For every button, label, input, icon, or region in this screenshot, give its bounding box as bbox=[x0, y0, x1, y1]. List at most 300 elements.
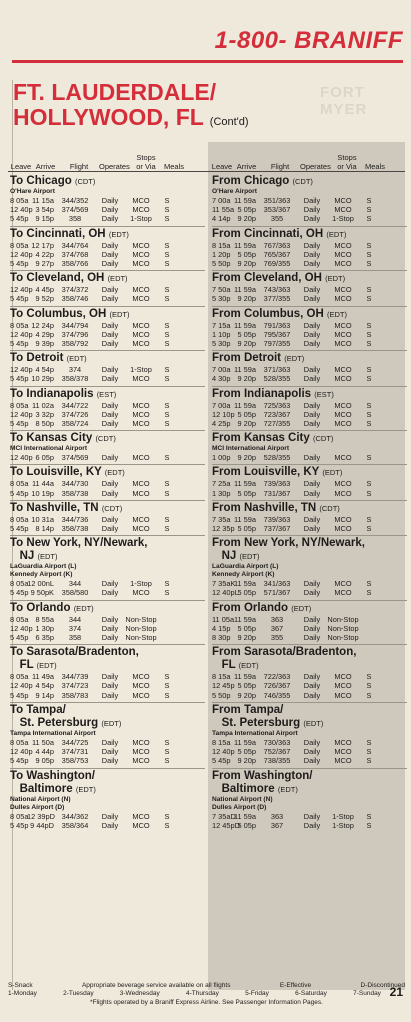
flight-row bbox=[10, 214, 205, 223]
arrive-time: 9 20p bbox=[237, 453, 256, 463]
leave-time: 5 50p bbox=[212, 259, 231, 269]
arrive-time: 11 50a bbox=[31, 737, 54, 747]
footer-legend bbox=[8, 982, 405, 1007]
arrive-time: 9 05p bbox=[35, 756, 54, 766]
route-city-name: From New York, NY/Newark, bbox=[212, 537, 365, 550]
arrive-time: 8 50p bbox=[35, 419, 54, 429]
operates: Daily bbox=[303, 249, 321, 259]
meals: S bbox=[366, 409, 372, 419]
leave-time: 4 14p bbox=[212, 214, 231, 224]
leave-time: 5 45p bbox=[10, 339, 29, 349]
route-block bbox=[212, 431, 407, 465]
flight-number: 344/362 bbox=[61, 811, 89, 821]
route-timezone: (CDT) bbox=[292, 177, 313, 186]
legend-day: 6-Saturday bbox=[295, 990, 327, 998]
meals: S bbox=[366, 737, 372, 747]
stops-or-via: MCO bbox=[132, 756, 150, 766]
ghost-text: FORT MYER bbox=[320, 84, 368, 118]
arrive-time: 9 52p bbox=[35, 294, 54, 304]
flight-number: 374/726 bbox=[61, 409, 89, 419]
flight-number: 374 bbox=[68, 623, 82, 633]
arrive-time: 4 54p bbox=[35, 365, 54, 375]
legend-day: 2-Tuesday bbox=[63, 990, 94, 998]
col-header-text: Stops bbox=[136, 153, 156, 162]
leave-time: 7 15a bbox=[212, 320, 231, 330]
flight-number: 571/367 bbox=[263, 588, 291, 598]
flight-row bbox=[212, 672, 407, 681]
stops-or-via: MCO bbox=[334, 479, 352, 489]
flight-row bbox=[212, 321, 407, 330]
leave-time: 11 55a bbox=[212, 205, 235, 215]
meals: S bbox=[366, 320, 372, 330]
flight-row bbox=[212, 524, 407, 533]
flight-row bbox=[212, 410, 407, 419]
flight-number: 341/363 bbox=[263, 579, 291, 589]
meals: S bbox=[366, 374, 372, 384]
flight-row bbox=[212, 588, 407, 597]
stops-or-via: MCO bbox=[334, 756, 352, 766]
meals: S bbox=[366, 214, 372, 224]
flight-row bbox=[212, 330, 407, 339]
meals: S bbox=[164, 690, 170, 700]
route-block bbox=[10, 351, 205, 386]
route-block bbox=[212, 174, 407, 227]
flight-number: 797/355 bbox=[263, 339, 291, 349]
stops-or-via: MCO bbox=[334, 205, 352, 215]
arrive-time: 9 27p bbox=[35, 259, 54, 269]
route-block bbox=[212, 645, 407, 703]
flight-row bbox=[212, 241, 407, 250]
flight-number: 344 bbox=[68, 614, 82, 624]
flight-row bbox=[212, 453, 407, 462]
route-timezone: (EDT) bbox=[325, 274, 346, 284]
route-timezone: (EDT) bbox=[238, 661, 259, 671]
flight-number: 767/363 bbox=[263, 240, 291, 250]
stops-or-via: MCO bbox=[132, 320, 150, 330]
leave-time: 12 40p bbox=[10, 329, 33, 339]
route-airport: National Airport (N) bbox=[10, 795, 71, 803]
meals: S bbox=[164, 524, 170, 534]
route-block bbox=[10, 227, 205, 272]
leave-time: 7 25a bbox=[212, 479, 231, 489]
route-block bbox=[10, 601, 205, 646]
col-header-text: Leave bbox=[211, 162, 233, 171]
arrive-time: 9 50pK bbox=[30, 588, 54, 598]
route-city-name: From Tampa/ bbox=[212, 703, 284, 716]
route-timezone: (EDT) bbox=[303, 718, 324, 728]
stops-or-via: MCO bbox=[132, 196, 150, 205]
leave-time: 5 30p bbox=[212, 294, 231, 304]
to-schedule-column bbox=[10, 174, 205, 832]
meals: S bbox=[366, 365, 372, 375]
flight-row bbox=[212, 401, 407, 410]
flight-number: 344/764 bbox=[61, 240, 89, 250]
flight-number: 374/723 bbox=[61, 681, 89, 691]
meals: S bbox=[366, 329, 372, 339]
route-city bbox=[212, 352, 407, 365]
arrive-time: 9 44pD bbox=[30, 820, 54, 830]
flight-number: 344/725 bbox=[61, 737, 89, 747]
flight-row bbox=[212, 515, 407, 524]
route-city bbox=[10, 502, 205, 515]
route-timezone: (CDT) bbox=[95, 434, 116, 444]
route-city bbox=[212, 308, 407, 321]
flight-number: 752/367 bbox=[263, 747, 291, 757]
flight-row bbox=[10, 479, 205, 488]
operates: Daily bbox=[303, 259, 321, 269]
leave-time: 12 40p bbox=[10, 453, 33, 463]
meals: S bbox=[164, 756, 170, 766]
legend-item: D-Discontinued bbox=[360, 982, 405, 989]
route-block bbox=[10, 431, 205, 465]
route-city-name: To Indianapolis bbox=[10, 387, 94, 400]
route-city bbox=[212, 770, 407, 796]
meals: S bbox=[366, 811, 372, 821]
flight-number: 367 bbox=[270, 820, 284, 830]
flight-row bbox=[212, 339, 407, 348]
stops-or-via: MCO bbox=[334, 409, 352, 419]
operates: Daily bbox=[101, 737, 119, 747]
flight-number: 355 bbox=[270, 214, 284, 224]
stops-or-via: Non-Stop bbox=[125, 614, 157, 624]
stops-or-via: MCO bbox=[132, 339, 150, 349]
route-city-name-2: NJ bbox=[212, 550, 237, 563]
flight-number: 344/722 bbox=[61, 400, 89, 410]
meals: S bbox=[366, 249, 372, 259]
arrive-time: 5 05p bbox=[237, 588, 256, 598]
route-city bbox=[212, 502, 407, 515]
flight-row bbox=[212, 579, 407, 588]
meals: S bbox=[164, 419, 170, 429]
arrive-time: 11 59a bbox=[233, 811, 256, 821]
flight-number: 727/355 bbox=[263, 419, 291, 429]
leave-time: 11 05a bbox=[212, 614, 235, 624]
meals: S bbox=[164, 453, 170, 463]
meals: S bbox=[366, 419, 372, 429]
arrive-time: 5 05p bbox=[237, 820, 256, 830]
flight-number: 358/738 bbox=[61, 488, 89, 498]
leave-time: 12 40p bbox=[10, 681, 33, 691]
route-city bbox=[212, 537, 407, 563]
route-city bbox=[10, 537, 205, 563]
arrive-time: 4 29p bbox=[35, 329, 54, 339]
arrive-time: 11 59a bbox=[233, 479, 256, 489]
operates: Daily bbox=[101, 214, 119, 224]
flight-number: 363 bbox=[270, 614, 284, 624]
meals: S bbox=[164, 320, 170, 330]
route-airport: National Airport (N) bbox=[212, 795, 273, 803]
arrive-time: 4 44p bbox=[35, 747, 54, 757]
arrive-time: 9 20p bbox=[237, 756, 256, 766]
route-airport: Dulles Airport (D) bbox=[10, 803, 65, 811]
flight-number: 731/367 bbox=[263, 488, 291, 498]
operates: Daily bbox=[101, 514, 119, 524]
route-timezone: (EDT) bbox=[291, 603, 312, 613]
col-header-flight bbox=[260, 162, 300, 171]
meals: S bbox=[164, 374, 170, 384]
arrive-time: 3 54p bbox=[35, 205, 54, 215]
route-timezone: (EDT) bbox=[66, 354, 87, 364]
flight-row bbox=[212, 294, 407, 303]
flight-number: 795/367 bbox=[263, 329, 291, 339]
operates: Daily bbox=[303, 811, 321, 821]
leave-time: 5 30p bbox=[212, 339, 231, 349]
flight-number: 344/352 bbox=[61, 196, 89, 205]
route-block bbox=[10, 271, 205, 306]
meals: S bbox=[164, 579, 170, 589]
flight-row bbox=[10, 453, 205, 462]
route-timezone: (EDT) bbox=[36, 661, 57, 671]
operates: Daily bbox=[101, 524, 119, 534]
header-rule bbox=[12, 60, 403, 63]
meals bbox=[158, 633, 176, 642]
flight-number: 765/367 bbox=[263, 249, 291, 259]
route-city-name: From Nashville, TN bbox=[212, 501, 317, 514]
meals: S bbox=[366, 259, 372, 269]
column-header-rule bbox=[8, 171, 405, 172]
meals: S bbox=[366, 756, 372, 766]
stops-or-via: MCO bbox=[132, 514, 150, 524]
flight-row bbox=[212, 259, 407, 268]
leave-time: 5 45p bbox=[10, 690, 29, 700]
flight-number: 723/367 bbox=[263, 409, 291, 419]
flight-row bbox=[212, 738, 407, 747]
meals: S bbox=[366, 400, 372, 410]
operates: Daily bbox=[303, 681, 321, 691]
flight-row bbox=[10, 756, 205, 765]
meals: S bbox=[164, 681, 170, 691]
flight-row bbox=[212, 691, 407, 700]
meals: S bbox=[366, 196, 372, 205]
route-timezone: (EDT) bbox=[277, 784, 298, 794]
operates: Daily bbox=[101, 820, 119, 830]
flight-row bbox=[10, 615, 205, 624]
operates: Daily bbox=[101, 320, 119, 330]
flight-number: 358/753 bbox=[61, 756, 89, 766]
title-cont: (Cont'd) bbox=[209, 116, 249, 128]
flight-row bbox=[10, 259, 205, 268]
leave-time: 12 40pL bbox=[212, 588, 239, 598]
route-city-name: To Nashville, TN bbox=[10, 501, 99, 514]
flight-row bbox=[10, 821, 205, 830]
operates: Daily bbox=[303, 409, 321, 419]
route-city bbox=[10, 308, 205, 321]
flight-number: 730/363 bbox=[263, 737, 291, 747]
stops-or-via: MCO bbox=[334, 294, 352, 304]
col-header-text: or Via bbox=[136, 162, 156, 171]
arrive-time: 5 05p bbox=[237, 249, 256, 259]
route-airport: LaGuardia Airport (L) bbox=[10, 563, 77, 571]
leave-time: 5 45p bbox=[10, 524, 29, 534]
route-city bbox=[212, 388, 407, 401]
leave-time: 1 10p bbox=[212, 329, 231, 339]
route-city-name: From Cleveland, OH bbox=[212, 272, 322, 285]
stops-or-via: Non-Stop bbox=[125, 623, 157, 633]
operates: Daily bbox=[101, 294, 119, 304]
route-block bbox=[212, 501, 407, 536]
route-block bbox=[10, 465, 205, 500]
operates: Daily bbox=[303, 339, 321, 349]
flight-number: 374/372 bbox=[61, 285, 89, 295]
title-line2: HOLLYWOOD, FL bbox=[13, 104, 204, 130]
legend-day: 7-Sunday bbox=[353, 990, 381, 998]
leave-time: 7 35aK bbox=[212, 579, 236, 589]
flight-row bbox=[10, 633, 205, 642]
meals: S bbox=[164, 811, 170, 821]
leave-time: 12 40p bbox=[212, 747, 235, 757]
route-airport: Tampa International Airport bbox=[212, 729, 298, 737]
flight-number: 726/367 bbox=[263, 681, 291, 691]
operates: Daily bbox=[101, 747, 119, 757]
arrive-time: 10 29p bbox=[31, 374, 54, 384]
stops-or-via: 1-Stop bbox=[130, 579, 152, 589]
col-header-stops-or-via bbox=[129, 153, 163, 171]
arrive-time: 5 05p bbox=[237, 623, 256, 633]
stops-or-via: MCO bbox=[132, 240, 150, 250]
col-header-operates bbox=[300, 162, 330, 171]
arrive-time: 11 59a bbox=[233, 614, 256, 624]
operates: Daily bbox=[303, 285, 321, 295]
arrive-time: 11 44a bbox=[31, 479, 54, 489]
route-timezone: (EDT) bbox=[104, 468, 125, 478]
route-city-name: From Louisville, KY bbox=[212, 466, 320, 479]
stops-or-via: MCO bbox=[334, 374, 352, 384]
operates: Daily bbox=[303, 579, 321, 589]
flight-number: 377/355 bbox=[263, 294, 291, 304]
stops-or-via: MCO bbox=[132, 285, 150, 295]
meals: S bbox=[164, 488, 170, 498]
flight-number: 344/794 bbox=[61, 320, 89, 330]
route-city-name: To Cleveland, OH bbox=[10, 272, 105, 285]
operates: Daily bbox=[101, 488, 119, 498]
route-block bbox=[10, 645, 205, 703]
leave-time: 8 15a bbox=[212, 737, 231, 747]
legend-day: 1-Monday bbox=[8, 990, 37, 998]
route-city bbox=[10, 646, 205, 672]
flight-row bbox=[10, 588, 205, 597]
route-airport: Kennedy Airport (K) bbox=[212, 571, 275, 579]
meals: S bbox=[164, 672, 170, 682]
arrive-time: 8 14p bbox=[35, 524, 54, 534]
stops-or-via: MCO bbox=[334, 196, 352, 205]
route-city-name: From Orlando bbox=[212, 601, 289, 614]
operates: Daily bbox=[101, 672, 119, 682]
stops-or-via: MCO bbox=[132, 205, 150, 215]
stops-or-via: 1-Stop bbox=[332, 820, 354, 830]
leave-time: 8 05a bbox=[10, 400, 29, 410]
arrive-time: 4 22p bbox=[35, 249, 54, 259]
stops-or-via: MCO bbox=[334, 579, 352, 589]
operates: Daily bbox=[303, 196, 321, 205]
meals bbox=[158, 615, 176, 624]
route-timezone: (EDT) bbox=[108, 229, 129, 239]
route-timezone: (EDT) bbox=[107, 274, 128, 284]
flight-number: 358/783 bbox=[61, 690, 89, 700]
route-city-name: From Sarasota/Bradenton, bbox=[212, 646, 357, 659]
flight-row bbox=[10, 339, 205, 348]
legend-day: 3-Wednesday bbox=[119, 990, 160, 998]
flight-number: 358/738 bbox=[61, 524, 89, 534]
leave-time: 8 05a bbox=[10, 320, 29, 330]
operates: Daily bbox=[101, 681, 119, 691]
operates: Daily bbox=[101, 196, 119, 205]
meals: S bbox=[366, 820, 372, 830]
route-city-name-2: Baltimore bbox=[212, 782, 275, 795]
flight-number: 737/367 bbox=[263, 524, 291, 534]
meals: S bbox=[164, 329, 170, 339]
flight-row bbox=[10, 330, 205, 339]
flight-number: 743/363 bbox=[263, 285, 291, 295]
leave-time: 5 45p bbox=[10, 374, 29, 384]
route-timezone: (EDT) bbox=[326, 229, 347, 239]
route-block bbox=[212, 351, 407, 386]
operates: Daily bbox=[101, 249, 119, 259]
route-timezone: (EDT) bbox=[322, 468, 343, 478]
route-city-name: From Washington/ bbox=[212, 769, 313, 782]
route-timezone: (EDT) bbox=[109, 309, 130, 319]
meals: S bbox=[164, 339, 170, 349]
page-number: 21 bbox=[389, 985, 403, 999]
stops-or-via: MCO bbox=[132, 737, 150, 747]
operates: Daily bbox=[303, 329, 321, 339]
stops-or-via: MCO bbox=[334, 672, 352, 682]
route-city-name: To Louisville, KY bbox=[10, 466, 102, 479]
operates: Daily bbox=[303, 419, 321, 429]
operates: Daily bbox=[101, 588, 119, 598]
arrive-time: 9 15p bbox=[35, 214, 54, 224]
operates: Daily bbox=[303, 400, 321, 410]
arrive-time: 9 20p bbox=[237, 690, 256, 700]
flight-row bbox=[10, 812, 205, 821]
meals: S bbox=[366, 479, 372, 489]
arrive-time: 11 59a bbox=[233, 365, 256, 375]
arrive-time: 10 19p bbox=[31, 488, 54, 498]
flight-number: 358/580 bbox=[61, 588, 89, 598]
flight-row bbox=[212, 489, 407, 498]
meals bbox=[360, 624, 378, 633]
leave-time: 12 40p bbox=[10, 623, 33, 633]
route-timezone: (EDT) bbox=[101, 718, 122, 728]
meals: S bbox=[164, 294, 170, 304]
meals: S bbox=[366, 488, 372, 498]
meals: S bbox=[366, 588, 372, 598]
route-city bbox=[212, 175, 407, 188]
operates: Daily bbox=[303, 614, 321, 624]
stops-or-via: MCO bbox=[334, 240, 352, 250]
meals: S bbox=[164, 820, 170, 830]
route-city bbox=[212, 704, 407, 730]
meals: S bbox=[164, 479, 170, 489]
flight-row bbox=[10, 196, 205, 205]
route-city-name: From Indianapolis bbox=[212, 387, 312, 400]
flight-number: 358/766 bbox=[61, 259, 89, 269]
flight-number: 374/796 bbox=[61, 329, 89, 339]
leave-time: 8 05a bbox=[10, 579, 29, 589]
meals: S bbox=[164, 365, 170, 375]
meals: S bbox=[366, 681, 372, 691]
stops-or-via: Non-Stop bbox=[327, 614, 359, 624]
route-airport: MCI International Airport bbox=[10, 445, 88, 453]
meals: S bbox=[164, 747, 170, 757]
operates: Daily bbox=[101, 633, 119, 643]
flight-row bbox=[10, 624, 205, 633]
stops-or-via: MCO bbox=[132, 419, 150, 429]
col-header-arrive bbox=[32, 162, 59, 171]
arrive-time: 12 00nL bbox=[27, 579, 54, 589]
flight-number: 374/768 bbox=[61, 249, 89, 259]
route-timezone: (CDT) bbox=[101, 503, 123, 513]
route-city-name-2: FL bbox=[10, 659, 34, 672]
